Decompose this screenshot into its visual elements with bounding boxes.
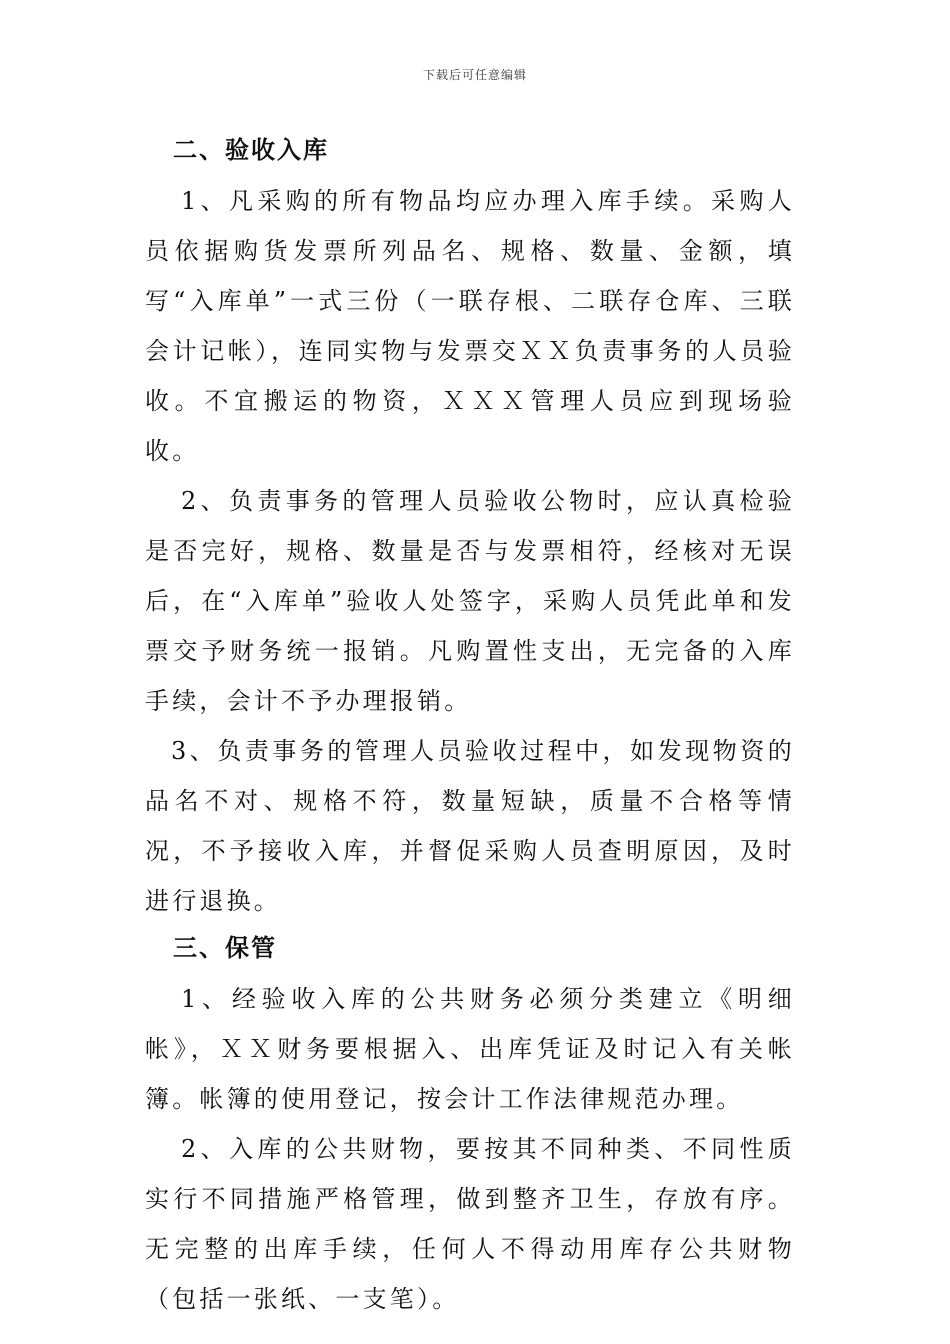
paragraph: 1、经验收入库的公共财务必须分类建立《明细帐》，ＸＸ财务要根据入、出库凭证及时记入有关帐簿。帐簿的使用登记，按会计工作法律规范办理。	[145, 985, 795, 1113]
section-heading: 二、验收入库	[173, 135, 329, 164]
header-note: 下载后可任意编辑	[422, 68, 527, 82]
paragraph: 1、凡采购的所有物品均应办理入库手续。采购人员依据购货发票所列品名、规格、数量、金额，填写“入库单”一式三份（一联存根、二联存仓库、三联会计记帐），连同实物与发票交ＸＸ负责事务的人员验收。不宜搬运的物资，ＸＸＸ管理人员应到现场验收。	[145, 187, 795, 465]
paragraph: 2、入库的公共财物，要按其不同种类、不同性质实行不同措施严格管理，做到整齐卫生，存放有序。无完整的出库手续，任何人不得动用库存公共财物（包括一张纸、一支笔）。	[145, 1135, 795, 1313]
document-body	[145, 128, 795, 1324]
section-heading: 三、保管	[173, 933, 277, 962]
section-acceptance	[145, 128, 795, 926]
paragraph: 3、负责事务的管理人员验收过程中，如发现物资的品名不对、规格不符，数量短缺，质量不合格等情况，不予接收入库，并督促采购人员查明原因，及时进行退换。	[145, 737, 795, 915]
section-custody	[145, 926, 795, 1324]
paragraph: 2、负责事务的管理人员验收公物时，应认真检验是否完好，规格、数量是否与发票相符，经核对无误后，在“入库单”验收人处签字，采购人员凭此单和发票交予财务统一报销。凡购置性支出，无完备的入库手续，会计不予办理报销。	[145, 487, 795, 715]
